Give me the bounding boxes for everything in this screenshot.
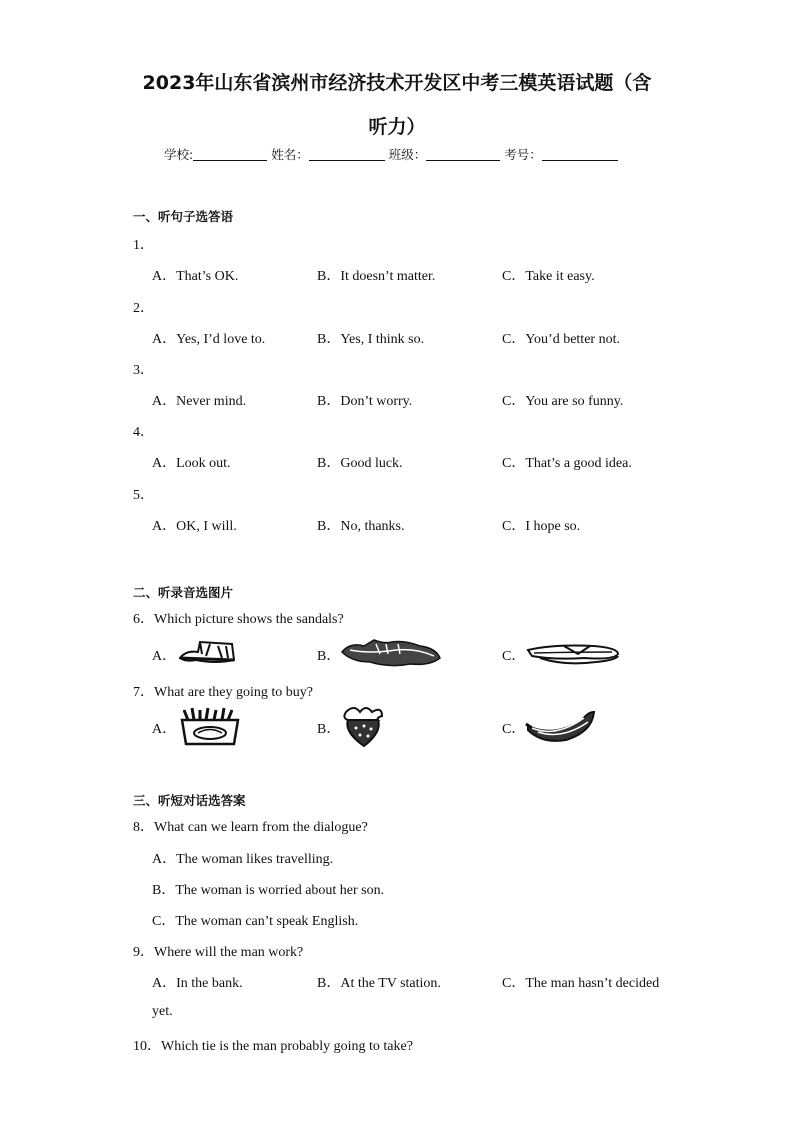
- option-a[interactable]: A．: [152, 722, 177, 737]
- exam-number-label: 考号：: [504, 147, 542, 162]
- option-b[interactable]: B．The woman is worried about her son.: [152, 883, 385, 898]
- sandal-icon[interactable]: [176, 638, 238, 666]
- question-text: 10．Which tie is the man probably going to take?: [133, 1039, 413, 1054]
- option-b[interactable]: B．At the TV station.: [317, 976, 441, 991]
- option-b[interactable]: B．It doesn’t matter.: [317, 269, 436, 284]
- question-number: 1．: [133, 238, 154, 253]
- option-a[interactable]: A．: [152, 649, 177, 664]
- name-label: 姓名：: [271, 147, 309, 162]
- option-c[interactable]: C．The man hasn’t decided: [502, 976, 660, 991]
- section-heading: 一、听句子选答语: [133, 209, 234, 224]
- option-c[interactable]: C．The woman can’t speak English.: [152, 914, 359, 929]
- question-text: 7．What are they going to buy?: [133, 685, 314, 700]
- option-b[interactable]: B．: [317, 722, 341, 737]
- option-c[interactable]: C．That’s a good idea.: [502, 456, 632, 471]
- banana-icon[interactable]: [524, 708, 598, 744]
- option-b[interactable]: B．No, thanks.: [317, 519, 405, 534]
- class-blank[interactable]: [426, 146, 500, 161]
- question-text: 8．What can we learn from the dialogue?: [133, 820, 368, 835]
- question-text: 9．Where will the man work?: [133, 945, 304, 960]
- option-a[interactable]: A．That’s OK.: [152, 269, 239, 284]
- option-b[interactable]: B．Yes, I think so.: [317, 332, 425, 347]
- question-number: 2．: [133, 301, 154, 316]
- school-label: 学校:: [164, 147, 194, 162]
- exam-number-blank[interactable]: [542, 146, 618, 161]
- option-a[interactable]: A．In the bank.: [152, 976, 243, 991]
- option-c[interactable]: C．: [502, 722, 526, 737]
- option-a[interactable]: A．OK, I will.: [152, 519, 237, 534]
- option-c-continued: yet.: [152, 1004, 173, 1019]
- option-b[interactable]: B．Don’t worry.: [317, 394, 413, 409]
- student-info-line: [164, 145, 618, 163]
- flip-flop-icon[interactable]: [524, 640, 622, 668]
- option-a[interactable]: A．Never mind.: [152, 394, 247, 409]
- section-heading: 三、听短对话选答案: [133, 793, 246, 808]
- basket-icon[interactable]: [176, 706, 244, 746]
- option-b[interactable]: B．Good luck.: [317, 456, 403, 471]
- school-blank[interactable]: [193, 146, 267, 161]
- shoe-icon[interactable]: [340, 636, 442, 670]
- page-title-continued: 听力）: [368, 116, 426, 138]
- question-number: 5．: [133, 488, 154, 503]
- question-text: 6．Which picture shows the sandals?: [133, 612, 344, 627]
- option-a[interactable]: A．The woman likes travelling.: [152, 852, 334, 867]
- option-c[interactable]: C．You are so funny.: [502, 394, 624, 409]
- option-a[interactable]: A．Yes, I’d love to.: [152, 332, 266, 347]
- option-c[interactable]: C．You’d better not.: [502, 332, 620, 347]
- question-number: 3．: [133, 363, 154, 378]
- strawberry-icon[interactable]: [338, 704, 388, 748]
- page-title: 2023年山东省滨州市经济技术开发区中考三模英语试题（含: [142, 72, 652, 94]
- class-label: 班级：: [388, 147, 427, 162]
- option-c[interactable]: C．: [502, 649, 526, 664]
- option-b[interactable]: B．: [317, 649, 341, 664]
- option-c[interactable]: C．I hope so.: [502, 519, 581, 534]
- name-blank[interactable]: [309, 146, 385, 161]
- option-c[interactable]: C．Take it easy.: [502, 269, 595, 284]
- section-heading: 二、听录音选图片: [133, 585, 234, 600]
- option-a[interactable]: A．Look out.: [152, 456, 231, 471]
- question-number: 4．: [133, 425, 154, 440]
